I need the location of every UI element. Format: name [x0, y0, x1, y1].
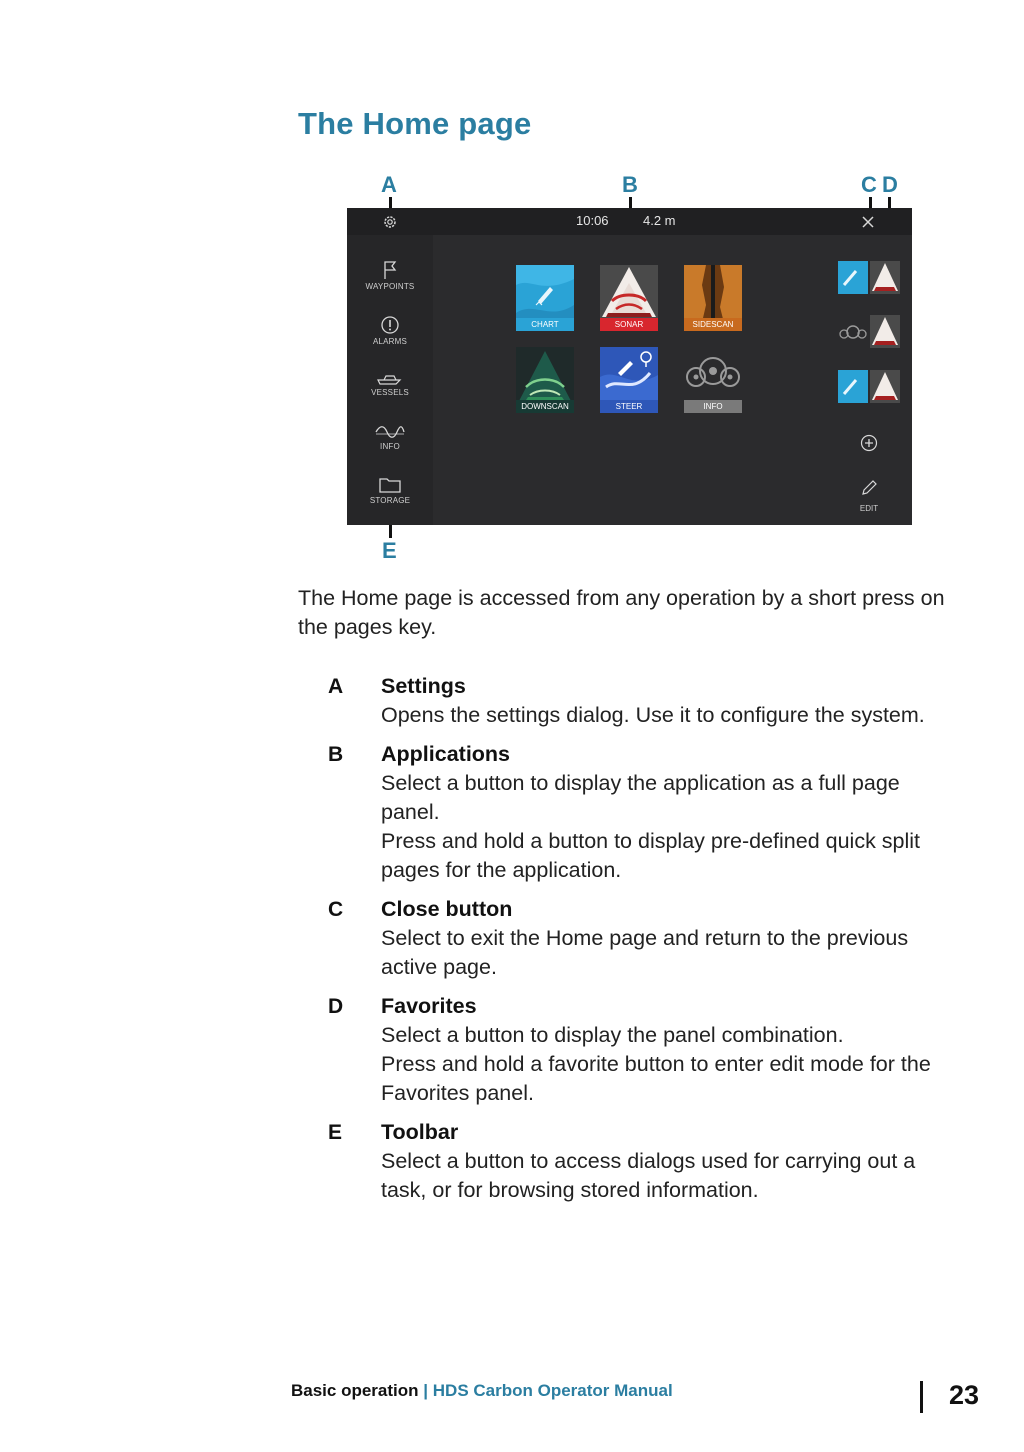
definition-letter: A — [328, 675, 344, 698]
toolbar-label: WAYPOINTS — [365, 282, 415, 291]
favorite-gauges-sonar[interactable] — [838, 315, 900, 348]
toolbar-label: VESSELS — [371, 388, 409, 397]
app-button-sonar[interactable] — [600, 265, 658, 331]
app-button-downscan[interactable] — [516, 347, 574, 413]
definition-item — [328, 895, 958, 982]
app-label: SIDESCAN — [684, 318, 742, 331]
callout-d: D — [882, 172, 898, 197]
toolbar-item-storage[interactable] — [347, 476, 433, 505]
flag-icon — [381, 260, 399, 280]
app-label: CHART — [516, 318, 574, 331]
edit-button-label: EDIT — [859, 504, 879, 513]
plus-icon[interactable] — [860, 434, 878, 457]
page-title: The Home page — [298, 106, 532, 141]
page-number: 23 — [949, 1380, 980, 1410]
definition-item — [328, 672, 958, 730]
definition-description: Opens the settings dialog. Use it to configure the system. — [381, 703, 925, 727]
definition-description: Select a button to display the application as a full page panel. — [381, 771, 900, 824]
app-label: INFO — [684, 400, 742, 413]
definition-term: Applications — [381, 742, 511, 766]
app-button-steer[interactable] — [600, 347, 658, 413]
definition-letter: C — [328, 898, 344, 921]
app-label: STEER — [600, 400, 658, 413]
definition-term: Close button — [381, 897, 513, 921]
callout-e: E — [382, 538, 397, 563]
folder-icon — [378, 476, 402, 494]
definition-description: Select to exit the Home page and return to the previous active page. — [381, 926, 909, 979]
definition-description: Press and hold a button to display pre-defined quick split pages for the application. — [381, 829, 921, 882]
alarm-icon — [380, 315, 400, 335]
status-bar — [347, 208, 912, 235]
toolbar-label: ALARMS — [372, 337, 408, 346]
app-label: SONAR — [600, 318, 658, 331]
close-icon[interactable] — [861, 215, 875, 234]
definition-description: Press and hold a favorite button to enter edit mode for the Favorites panel. — [381, 1052, 931, 1105]
definition-list — [328, 672, 958, 1215]
definition-description: Select a button to access dialogs used for carrying out a task, or for browsing stored information. — [381, 1149, 916, 1202]
callout-b: B — [622, 172, 638, 197]
callout-c: C — [861, 172, 877, 197]
callout-a: A — [381, 172, 397, 197]
toolbar-label: INFO — [380, 442, 400, 451]
status-time: 10:06 — [576, 213, 609, 228]
definition-letter: E — [328, 1121, 343, 1144]
definition-item — [328, 992, 958, 1108]
app-button-sidescan[interactable] — [684, 265, 742, 331]
app-button-info[interactable] — [684, 347, 742, 413]
pencil-icon[interactable] — [860, 479, 878, 502]
toolbar-item-info[interactable] — [347, 424, 433, 451]
toolbar-item-alarms[interactable] — [347, 315, 433, 346]
page-number-divider — [920, 1381, 923, 1413]
gear-icon[interactable] — [382, 214, 398, 235]
definition-item — [328, 1118, 958, 1205]
wave-icon — [375, 424, 405, 440]
definition-term: Settings — [381, 674, 466, 698]
footer-separator: | — [423, 1381, 429, 1400]
home-page-screenshot — [347, 208, 912, 525]
toolbar-item-vessels[interactable] — [347, 372, 433, 397]
definition-term: Toolbar — [381, 1120, 459, 1144]
footer — [291, 1380, 673, 1402]
footer-manual-title: HDS Carbon Operator Manual — [432, 1381, 673, 1400]
intro-paragraph: The Home page is accessed from any operation by a short press on the pages key. — [298, 586, 945, 639]
favorite-chart-sonar[interactable] — [838, 261, 900, 294]
definition-term: Favorites — [381, 994, 477, 1018]
footer-section: Basic operation — [291, 1381, 419, 1400]
vessel-icon — [376, 372, 404, 386]
favorite-chart-sonar-2[interactable] — [838, 370, 900, 403]
definition-item — [328, 740, 958, 885]
definition-letter: D — [328, 995, 344, 1018]
definition-description: Select a button to display the panel combination. — [381, 1023, 844, 1047]
toolbar-item-waypoints[interactable] — [347, 260, 433, 291]
app-button-chart[interactable] — [516, 265, 574, 331]
status-depth: 4.2 m — [643, 213, 676, 228]
definition-letter: B — [328, 743, 344, 766]
toolbar-label: STORAGE — [369, 496, 411, 505]
app-label: DOWNSCAN — [516, 400, 574, 413]
